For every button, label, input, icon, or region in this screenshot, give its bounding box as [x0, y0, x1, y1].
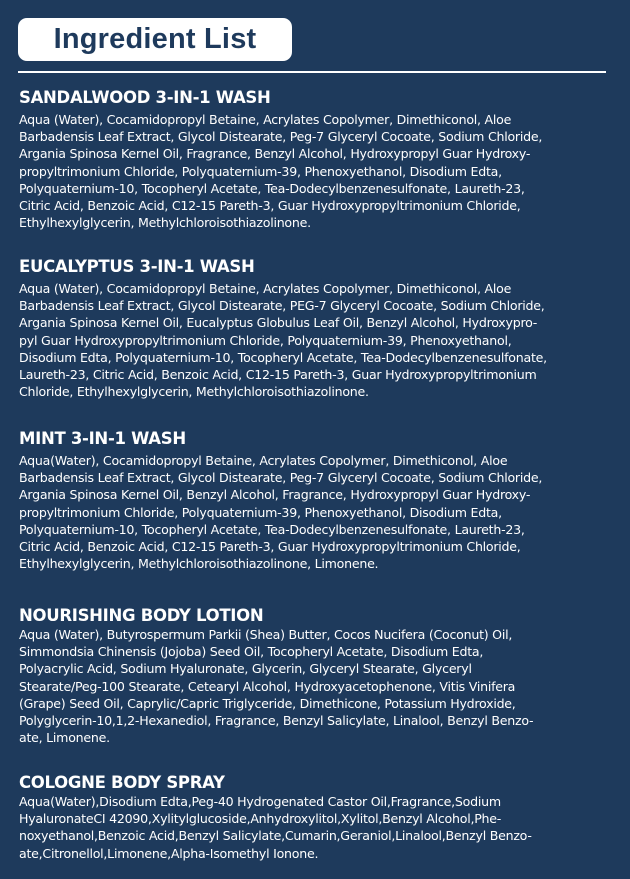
- ingredient-line: Simmondsia Chinensis (Jojoba) Seed Oil, Tocopheryl Acetate, Disodium Edta,: [19, 644, 484, 660]
- section-title: COLOGNE BODY SPRAY: [19, 773, 225, 792]
- ingredient-line: Argania Spinosa Kernel Oil, Fragrance, Benzyl Alcohol, Hydroxypropyl Guar Hydroxy-: [19, 146, 531, 162]
- section-title: SANDALWOOD 3-IN-1 WASH: [19, 88, 271, 107]
- section-title: MINT 3-IN-1 WASH: [19, 429, 186, 448]
- section-ingredients: [19, 452, 611, 572]
- title-box: [18, 18, 292, 61]
- ingredient-line: Chloride, Ethylhexylglycerin, Methylchloroisothiazolinone.: [19, 384, 369, 400]
- ingredient-line: propyltrimonium Chloride, Polyquaternium-39, Phenoxyethanol, Disodium Edta,: [19, 163, 502, 179]
- ingredient-line: Polyglycerin-10,1,2-Hexanediol, Fragrance, Benzyl Salicylate, Linalool, Benzyl Benzo-: [19, 713, 534, 729]
- section-ingredients: [19, 111, 611, 231]
- ingredient-line: Aqua(Water),Disodium Edta,Peg-40 Hydrogenated Castor Oil,Fragrance,Sodium: [19, 794, 501, 809]
- section-ingredients: [19, 280, 611, 400]
- ingredient-line: pyl Guar Hydroxypropyltrimonium Chloride, Polyquaternium-39, Phenoxyethanol,: [19, 332, 512, 348]
- section-cologne-spray: [19, 773, 611, 862]
- ingredient-line: Polyquaternium-10, Tocopheryl Acetate, Tea-Dodecylbenzenesulfonate, Laureth-23,: [19, 521, 525, 537]
- section-ingredients: [19, 793, 611, 862]
- ingredient-line: Argania Spinosa Kernel Oil, Eucalyptus Globulus Leaf Oil, Benzyl Alcohol, Hydroxypro-: [19, 315, 538, 331]
- ingredient-line: Barbadensis Leaf Extract, Glycol Distearate, Peg-7 Glyceryl Cocoate, Sodium Chloride,: [19, 129, 543, 145]
- ingredient-line: Polyquaternium-10, Tocopheryl Acetate, Tea-Dodecylbenzenesulfonate, Laureth-23,: [19, 180, 525, 196]
- ingredient-line: Aqua(Water), Cocamidopropyl Betaine, Acrylates Copolymer, Dimethiconol, Aloe: [19, 453, 508, 468]
- ingredient-line: Aqua (Water), Cocamidopropyl Betaine, Acrylates Copolymer, Dimethiconol, Aloe: [19, 281, 512, 296]
- ingredient-line: Laureth-23, Citric Acid, Benzoic Acid, C12-15 Pareth-3, Guar Hydroxypropyltrimonium: [19, 367, 537, 383]
- ingredient-line: Disodium Edta, Polyquaternium-10, Tocopheryl Acetate, Tea-Dodecylbenzenesulfonate,: [19, 349, 547, 365]
- ingredient-line: Stearate/Peg-100 Stearate, Cetearyl Alcohol, Hydroxyacetophenone, Vitis Vinifera: [19, 678, 516, 694]
- section-mint-wash: [19, 429, 611, 572]
- ingredient-line: ate,Citronellol,Limonene,Alpha-Isomethyl Ionone.: [19, 845, 319, 861]
- ingredient-line: Barbadensis Leaf Extract, Glycol Distearate, Peg-7 Glyceryl Cocoate, Sodium Chloride,: [19, 470, 543, 486]
- section-eucalyptus-wash: [19, 257, 611, 400]
- ingredient-line: Ethylhexylglycerin, Methylchloroisothiazolinone.: [19, 215, 311, 231]
- ingredient-line: HyaluronateCI 42090,Xylitylglucoside,Anhydroxylitol,Xylitol,Benzyl Alcohol,Phe-: [19, 811, 502, 827]
- ingredient-line: Aqua (Water), Butyrospermum Parkii (Shea) Butter, Cocos Nucifera (Coconut) Oil,: [19, 627, 513, 642]
- section-body-lotion: [19, 606, 611, 746]
- ingredient-line: Citric Acid, Benzoic Acid, C12-15 Pareth-3, Guar Hydroxypropyltrimonium Chloride,: [19, 198, 521, 214]
- section-title: EUCALYPTUS 3-IN-1 WASH: [19, 257, 255, 276]
- section-sandalwood-wash: [19, 88, 611, 231]
- header-divider: [18, 71, 606, 73]
- section-ingredients: [19, 626, 611, 746]
- ingredient-line: noxyethanol,Benzoic Acid,Benzyl Salicylate,Cumarin,Geraniol,Linalool,Benzyl Benzo-: [19, 828, 532, 844]
- section-title: NOURISHING BODY LOTION: [19, 606, 264, 625]
- ingredient-line: Barbadensis Leaf Extract, Glycol Distearate, PEG-7 Glyceryl Cocoate, Sodium Chloride,: [19, 298, 545, 314]
- ingredient-line: Aqua (Water), Cocamidopropyl Betaine, Acrylates Copolymer, Dimethiconol, Aloe: [19, 112, 512, 127]
- page-title: Ingredient List: [53, 23, 257, 55]
- ingredient-line: Argania Spinosa Kernel Oil, Benzyl Alcohol, Fragrance, Hydroxypropyl Guar Hydroxy-: [19, 487, 531, 503]
- ingredient-line: Ethylhexylglycerin, Methylchloroisothiazolinone, Limonene.: [19, 556, 379, 572]
- ingredient-line: propyltrimonium Chloride, Polyquaternium-39, Phenoxyethanol, Disodium Edta,: [19, 504, 502, 520]
- ingredient-line: ate, Limonene.: [19, 730, 110, 746]
- ingredient-line: (Grape) Seed Oil, Caprylic/Capric Triglyceride, Dimethicone, Potassium Hydroxide,: [19, 695, 516, 711]
- ingredient-line: Citric Acid, Benzoic Acid, C12-15 Pareth-3, Guar Hydroxypropyltrimonium Chloride,: [19, 539, 521, 555]
- ingredient-line: Polyacrylic Acid, Sodium Hyaluronate, Glycerin, Glyceryl Stearate, Glyceryl: [19, 661, 472, 677]
